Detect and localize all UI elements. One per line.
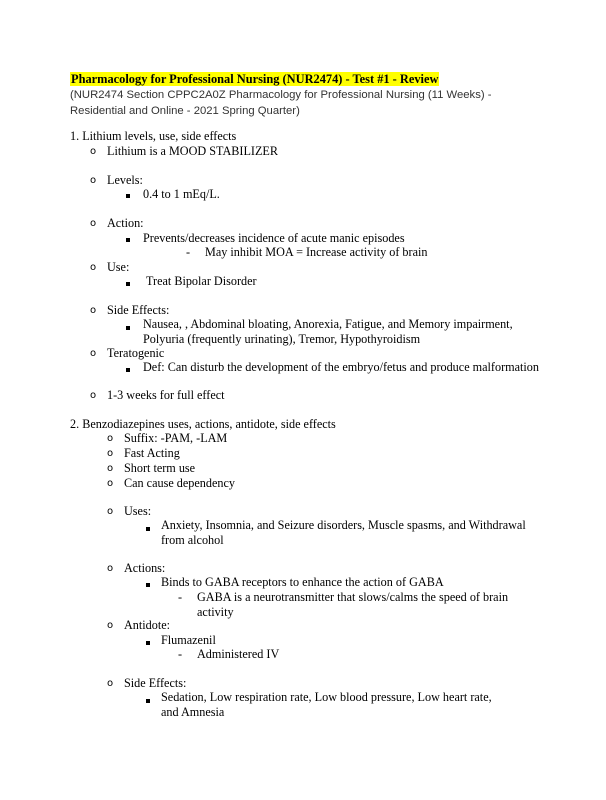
square-bullet-icon bbox=[146, 641, 150, 645]
list-item: Can cause dependency bbox=[124, 476, 235, 490]
circle-bullet-icon: o bbox=[107, 478, 114, 489]
circle-bullet-icon: o bbox=[90, 175, 97, 186]
circle-bullet-icon: o bbox=[90, 218, 97, 229]
dash-bullet-icon: - bbox=[186, 245, 191, 259]
square-bullet-icon bbox=[146, 527, 150, 531]
dash-bullet-icon: - bbox=[178, 647, 183, 661]
square-bullet-icon bbox=[126, 368, 130, 372]
square-bullet-icon bbox=[126, 194, 130, 198]
section-1-heading: 1. Lithium levels, use, side effects bbox=[70, 129, 237, 143]
square-bullet-icon bbox=[126, 238, 130, 242]
dash-bullet-icon: - bbox=[178, 590, 183, 604]
title-block bbox=[70, 72, 439, 87]
list-item: May inhibit MOA = Increase activity of brain bbox=[205, 245, 428, 259]
list-item: Anxiety, Insomnia, and Seizure disorders, Muscle spasms, and Withdrawal from alcohol bbox=[161, 518, 526, 547]
list-item: Action: bbox=[107, 216, 144, 230]
list-item: Side Effects: bbox=[124, 676, 187, 690]
list-item: Flumazenil bbox=[161, 633, 216, 647]
document-title: Pharmacology for Professional Nursing (NUR2474) - Test #1 - Review bbox=[71, 72, 439, 86]
circle-bullet-icon: o bbox=[90, 390, 97, 401]
list-item: Binds to GABA receptors to enhance the action of GABA bbox=[161, 575, 444, 589]
list-item: Suffix: -PAM, -LAM bbox=[124, 431, 228, 445]
list-item: GABA is a neurotransmitter that slows/calms the speed of brain activity bbox=[197, 590, 509, 619]
circle-bullet-icon: o bbox=[107, 563, 114, 574]
list-item: Prevents/decreases incidence of acute manic episodes bbox=[143, 231, 405, 245]
list-item: Treat Bipolar Disorder bbox=[146, 274, 257, 288]
circle-bullet-icon: o bbox=[107, 448, 114, 459]
square-bullet-icon bbox=[126, 282, 130, 286]
list-item: Use: bbox=[107, 260, 130, 274]
circle-bullet-icon: o bbox=[107, 678, 114, 689]
circle-bullet-icon: o bbox=[90, 305, 97, 316]
circle-bullet-icon: o bbox=[90, 348, 97, 359]
list-item: Administered IV bbox=[197, 647, 280, 661]
list-item: Antidote: bbox=[124, 618, 171, 632]
list-item: Fast Acting bbox=[124, 446, 180, 460]
list-item: Sedation, Low respiration rate, Low blood pressure, Low heart rate, and Amnesia bbox=[161, 690, 492, 719]
square-bullet-icon bbox=[146, 583, 150, 587]
circle-bullet-icon: o bbox=[107, 433, 114, 444]
circle-bullet-icon: o bbox=[90, 146, 97, 157]
list-item: Side Effects: bbox=[107, 303, 170, 317]
circle-bullet-icon: o bbox=[107, 463, 114, 474]
list-item: Short term use bbox=[124, 461, 196, 475]
section-2-heading: 2. Benzodiazepines uses, actions, antidote, side effects bbox=[70, 417, 336, 431]
list-item: 1-3 weeks for full effect bbox=[107, 388, 225, 402]
list-item: Levels: bbox=[107, 173, 143, 187]
list-item: Actions: bbox=[124, 561, 166, 575]
list-item: Uses: bbox=[124, 504, 152, 518]
list-item: Lithium is a MOOD STABILIZER bbox=[107, 144, 278, 158]
list-item: Def: Can disturb the development of the embryo/fetus and produce malformation bbox=[143, 360, 539, 374]
square-bullet-icon bbox=[126, 326, 130, 330]
square-bullet-icon bbox=[146, 699, 150, 703]
document-subtitle: (NUR2474 Section CPPC2A0Z Pharmacology for Professional Nursing (11 Weeks) - Residential and Online - 2021 Spring Quarter) bbox=[70, 89, 492, 117]
circle-bullet-icon: o bbox=[107, 506, 114, 517]
list-item: 0.4 to 1 mEq/L. bbox=[143, 187, 220, 201]
list-item: Teratogenic bbox=[107, 346, 165, 360]
circle-bullet-icon: o bbox=[107, 620, 114, 631]
list-item: Nausea, , Abdominal bloating, Anorexia, Fatigue, and Memory impairment, Polyuria (frequently urinating), Tremor, Hypothyroidism bbox=[143, 317, 513, 346]
circle-bullet-icon: o bbox=[90, 262, 97, 273]
